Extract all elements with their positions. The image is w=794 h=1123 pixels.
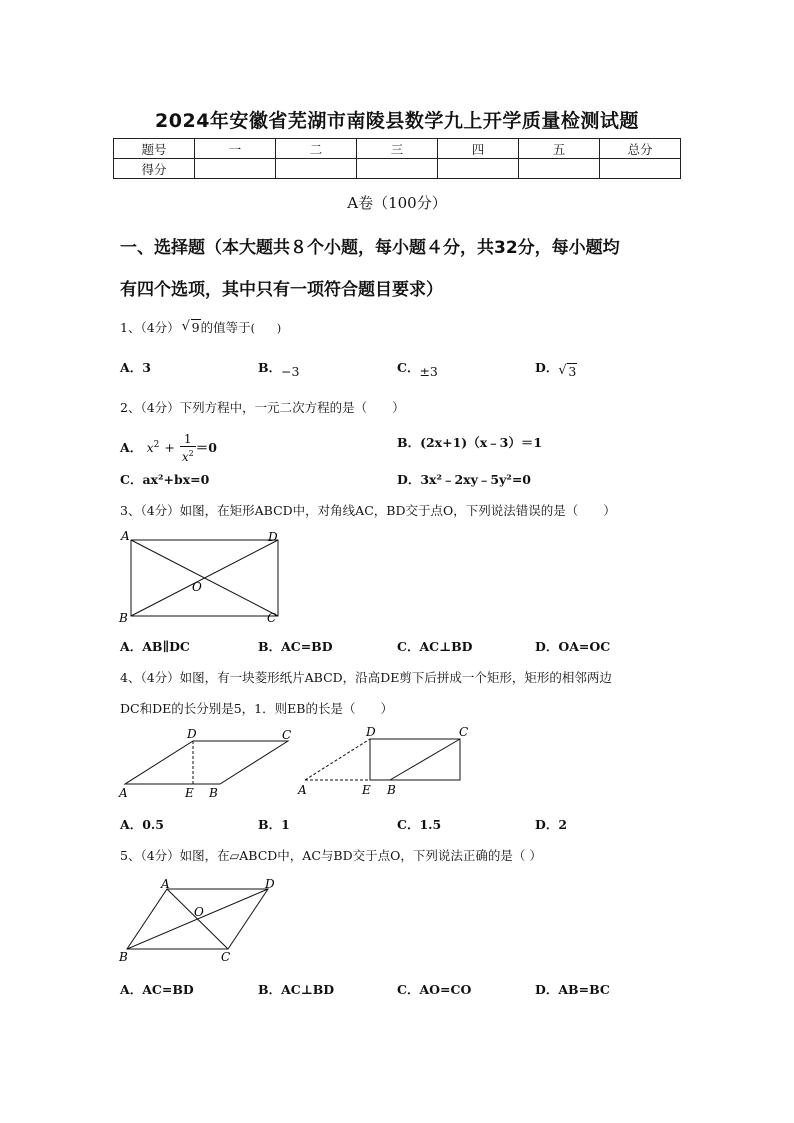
score-header-cell: 四 [438,139,519,159]
q4-option-b[interactable]: B．1 [258,817,290,832]
score-header-cell: 总分 [600,139,681,159]
q4-fig2-label-e: E [362,783,371,797]
q4-cut-line [390,739,460,780]
q2-option-d[interactable]: D．3x²﹣2xy﹣5y²=0 [397,472,531,487]
q4-rectangle-figure [295,722,480,802]
q5-parallelogram-figure [115,873,290,968]
q1-option-d[interactable] [535,358,577,379]
score-header-cell: 二 [276,139,357,159]
q3-label-a: A [121,529,130,543]
page-title: 2024年安徽省芜湖市南陵县数学九上开学质量检测试题 [155,110,639,132]
q4-fig1-label-d: D [187,727,197,741]
q4-fig2-label-a: A [298,783,307,797]
q1-option-d-label: D． [535,360,559,375]
score-cell [600,159,681,179]
question-4-line2: DC和DE的长分别是5，1．则EB的长是（ ） [120,701,393,716]
q1-option-c-label: C． [397,360,420,375]
q4-dashed-side [305,739,370,780]
q1-option-a[interactable]: A．3 [120,360,151,375]
q5-label-c: C [221,950,231,964]
paper-part-heading: A卷（100分） [347,194,447,212]
q2-option-b[interactable]: B．(2x+1)（x﹣3）＝1 [397,435,543,450]
q4-fig2-label-d: D [366,725,376,739]
q1-option-b-value: −3 [281,364,300,379]
q1-suffix: 的值等于 [200,320,251,335]
q1-option-b-label: B． [258,360,282,375]
q4-fig1-label-a: A [119,786,128,800]
score-cell [276,159,357,179]
q4-fig1-label-c: C [282,728,292,742]
q1-option-d-sqrt: √ 3 [558,363,577,379]
question-1 [120,318,281,336]
question-3: 3、（4分）如图，在矩形ABCD中，对角线AC，BD交于点O，下列说法错误的是（ ） [120,503,616,518]
q1-option-d-radical: 3 [568,364,577,379]
score-table-header-row [114,139,681,159]
score-cell [519,159,600,179]
score-cell [438,159,519,179]
q3-label-c: C [267,611,277,625]
q5-label-a: A [161,877,170,891]
q5-label-o: O [194,905,204,919]
score-row-label: 得分 [114,159,195,179]
q1-option-c-value: ±3 [419,364,438,379]
score-table-score-row [114,159,681,179]
question-2: 2、（4分）下列方程中，一元二次方程的是（ ） [120,400,405,415]
q3-option-b[interactable]: B．AC=BD [258,639,333,654]
score-cell [357,159,438,179]
q3-rectangle-figure [115,527,290,627]
score-header-cell: 五 [519,139,600,159]
q1-radical: 9 [191,320,200,335]
q3-label-b: B [119,611,128,625]
q4-fig1-label-e: E [185,786,194,800]
section-heading-line1: 一、选择题（本大题共８个小题，每小题４分，共32分，每小题均 [120,238,620,258]
q4-fig2-label-b: B [387,783,396,797]
q3-label-d: D [268,530,278,544]
score-header-cell: 题号 [114,139,195,159]
q5-diagonal-bd [127,889,268,949]
q4-rectangle [370,739,460,780]
q3-label-o: O [192,580,202,594]
q4-fig1-label-b: B [209,786,218,800]
q4-fig2-label-c: C [459,725,469,739]
q5-label-d: D [265,877,275,891]
q1-paren: ( ) [250,322,282,335]
q1-option-c[interactable] [397,358,438,379]
section-heading-line2: 有四个选项，其中只有一项符合题目要求） [120,280,443,300]
q5-option-d[interactable]: D．AB=BC [535,982,610,997]
question-4-line1: 4、（4分）如图，有一块菱形纸片ABCD，沿高DE剪下后拼成一个矩形，矩形的相邻两边 [120,670,612,685]
q4-option-d[interactable]: D．2 [535,817,568,832]
score-table [113,138,681,179]
q2-option-a-tail: ＝0 [195,440,217,455]
score-header-cell: 三 [357,139,438,159]
q1-sqrt: √ 9 [181,319,200,335]
q4-option-a[interactable]: A．0.5 [120,817,164,832]
q4-rhombus [125,741,288,784]
q3-option-a[interactable]: A．AB∥DC [120,639,190,654]
question-5: 5、（4分）如图，在▱ABCD中，AC与BD交于点O，下列说法正确的是（ ） [120,848,542,863]
q2-option-a-label: A． [120,440,143,455]
q5-label-b: B [119,950,128,964]
q3-option-d[interactable]: D．OA=OC [535,639,611,654]
q2-option-a-expression: $x^2$ + $\frac{1}{x^2}$ [146,432,194,464]
q5-option-a[interactable]: A．AC=BD [120,982,194,997]
q2-option-c[interactable]: C．ax²+bx=0 [120,472,210,487]
q4-option-c[interactable]: C．1.5 [397,817,442,832]
q1-prefix: 1、（4分） [120,320,180,335]
q1-option-b[interactable] [258,358,300,379]
score-header-cell: 一 [195,139,276,159]
q5-option-b[interactable]: B．AC⊥BD [258,982,335,997]
q3-option-c[interactable]: C．AC⊥BD [397,639,473,654]
q2-option-a[interactable] [120,433,217,464]
q4-rhombus-figure [115,724,320,804]
q5-option-c[interactable]: C．AO=CO [397,982,472,997]
score-cell [195,159,276,179]
